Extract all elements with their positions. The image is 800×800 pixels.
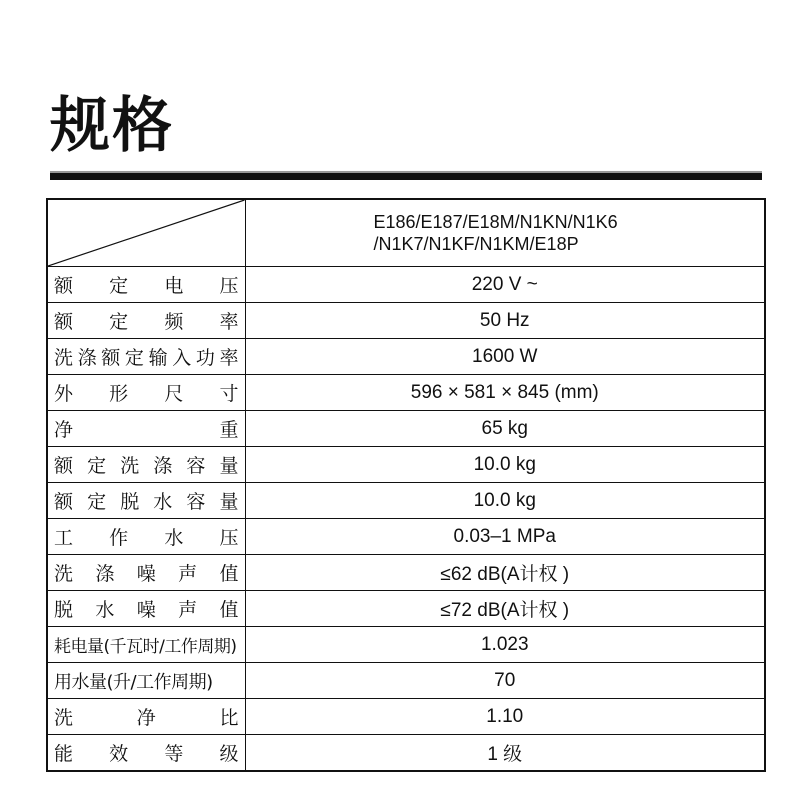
row-value: 10.0 kg xyxy=(245,447,765,483)
row-label: 额 定 脱 水 容 量 xyxy=(47,483,245,519)
row-label: 耗电量(千瓦时/工作周期) xyxy=(47,627,245,663)
row-value: 1.023 xyxy=(245,627,765,663)
row-label: 能 效 等 级 xyxy=(47,735,245,772)
row-value: 220 V ~ xyxy=(245,267,765,303)
table-row xyxy=(47,339,765,375)
row-value: 0.03–1 MPa xyxy=(245,519,765,555)
row-label: 用水量(升/工作周期) xyxy=(47,663,245,699)
table-row xyxy=(47,699,765,735)
table-row xyxy=(47,267,765,303)
row-label: 工 作 水 压 xyxy=(47,519,245,555)
table-row xyxy=(47,375,765,411)
row-value: 10.0 kg xyxy=(245,483,765,519)
row-value: 70 xyxy=(245,663,765,699)
row-value: ≤62 dB(A计权 ) xyxy=(245,555,765,591)
row-label: 外 形 尺 寸 xyxy=(47,375,245,411)
diagonal-line xyxy=(48,200,245,266)
row-label: 洗 涤 噪 声 值 xyxy=(47,555,245,591)
row-label: 净 重 xyxy=(47,411,245,447)
table-row xyxy=(47,627,765,663)
table-row xyxy=(47,735,765,772)
row-label: 洗涤额定输入功率 xyxy=(47,339,245,375)
row-value: 50 Hz xyxy=(245,303,765,339)
table-row xyxy=(47,663,765,699)
table-row xyxy=(47,411,765,447)
row-value: 596 × 581 × 845 (mm) xyxy=(245,375,765,411)
row-value: 1600 W xyxy=(245,339,765,375)
table-row xyxy=(47,447,765,483)
table-row xyxy=(47,519,765,555)
row-label: 额 定 频 率 xyxy=(47,303,245,339)
title-rule xyxy=(50,171,762,180)
row-value: ≤72 dB(A计权 ) xyxy=(245,591,765,627)
table-row xyxy=(47,303,765,339)
table-header-row xyxy=(47,199,765,267)
row-value: 65 kg xyxy=(245,411,765,447)
model-line-2: /N1K7/N1KF/N1KM/E18P xyxy=(373,234,579,254)
row-label: 额 定 洗 涤 容 量 xyxy=(47,447,245,483)
diagonal-header-cell xyxy=(47,199,245,267)
table-row xyxy=(47,483,765,519)
table-row xyxy=(47,591,765,627)
row-label: 洗 净 比 xyxy=(47,699,245,735)
table-row xyxy=(47,555,765,591)
page-title: 规格 xyxy=(50,91,174,161)
row-label: 额 定 电 压 xyxy=(47,267,245,303)
row-value: 1 级 xyxy=(245,735,765,772)
row-label: 脱 水 噪 声 值 xyxy=(47,591,245,627)
model-line-1: E186/E187/E18M/N1KN/N1K6 xyxy=(373,212,618,232)
spec-table xyxy=(46,198,766,772)
row-value: 1.10 xyxy=(245,699,765,735)
model-list-cell xyxy=(245,199,765,267)
